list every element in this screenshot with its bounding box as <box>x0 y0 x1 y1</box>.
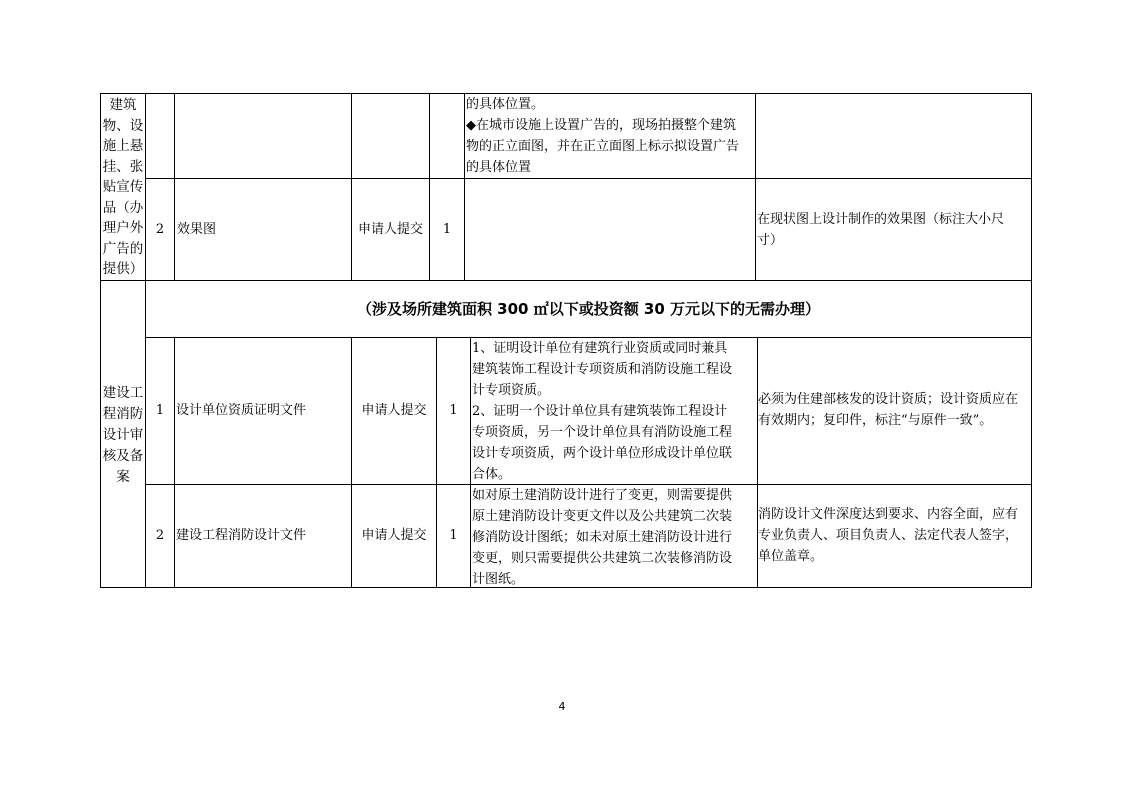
row-a-name-cell <box>174 93 352 179</box>
row-a-description: 的具体位置。 ◆在城市设施上设置广告的，现场拍摄整个建筑 物的正立面图，并在正立面图上标示拟设置广告 的具体位置 <box>466 97 740 175</box>
row2-source: 申请人提交 <box>361 528 427 543</box>
row2-requirement: 消防设计文件深度达到要求、内容全面，应有 专业负责人、项目负责人、法定代表人签字， 单位盖章。 <box>758 507 1019 564</box>
category-label-fire-design: 建设工 程消防 设计审 核及备 案 <box>102 385 144 485</box>
row2-name: 建设工程消防设计文件 <box>176 528 307 543</box>
row1-description: 1、证明设计单位有建筑行业资质或同时兼具 建筑装饰工程设计专项资质和消防设施工程设 计专项资质。 2、证明一个设计单位具有建筑装饰工程设计 专项资质，另一个设计单位具有消防设施工程 设计专项资质，两个设计单位形成设计单位联 合体。 <box>472 341 733 482</box>
row-b-requirement: 在现状图上设计制作的效果图（标注大小尺 寸） <box>757 212 1005 248</box>
row-a-source-cell <box>351 93 430 179</box>
row-a-copies-cell <box>429 93 465 179</box>
row-b-description-cell <box>464 178 756 281</box>
row-b-name: 效果图 <box>177 222 217 237</box>
page-number: 4 <box>558 700 566 713</box>
row-b-index: 2 <box>155 222 165 237</box>
row1-index: 1 <box>155 403 165 418</box>
row1-copies: 1 <box>449 403 458 418</box>
row-a-index-cell <box>145 93 175 179</box>
row-a-requirement-cell <box>755 93 1032 179</box>
row1-source: 申请人提交 <box>361 403 427 418</box>
row-b-source: 申请人提交 <box>357 222 423 237</box>
category-label-outdoor-ads: 建筑 物、设 施上悬 挂、张 贴宣传 品（办 理户外 广告的 提供） <box>102 97 144 277</box>
row2-description: 如对原土建消防设计进行了变更，则需要提供 原土建消防设计变更文件以及公共建筑二次装 修消防设计图纸；如未对原土建消防设计进行 变更，则只需要提供公共建筑二次装修消防设 计图纸。 <box>472 488 733 587</box>
row1-name: 设计单位资质证明文件 <box>176 403 307 418</box>
row1-requirement: 必须为住建部核发的设计资质；设计资质应在 有效期内；复印件，标注“与原件一致”。 <box>758 392 1019 428</box>
exemption-banner: （涉及场所建筑面积 300 ㎡以下或投资额 30 万元以下的无需办理） <box>356 300 821 318</box>
row2-index: 2 <box>155 528 165 543</box>
row2-copies: 1 <box>449 528 458 543</box>
row-b-copies: 1 <box>442 222 452 237</box>
